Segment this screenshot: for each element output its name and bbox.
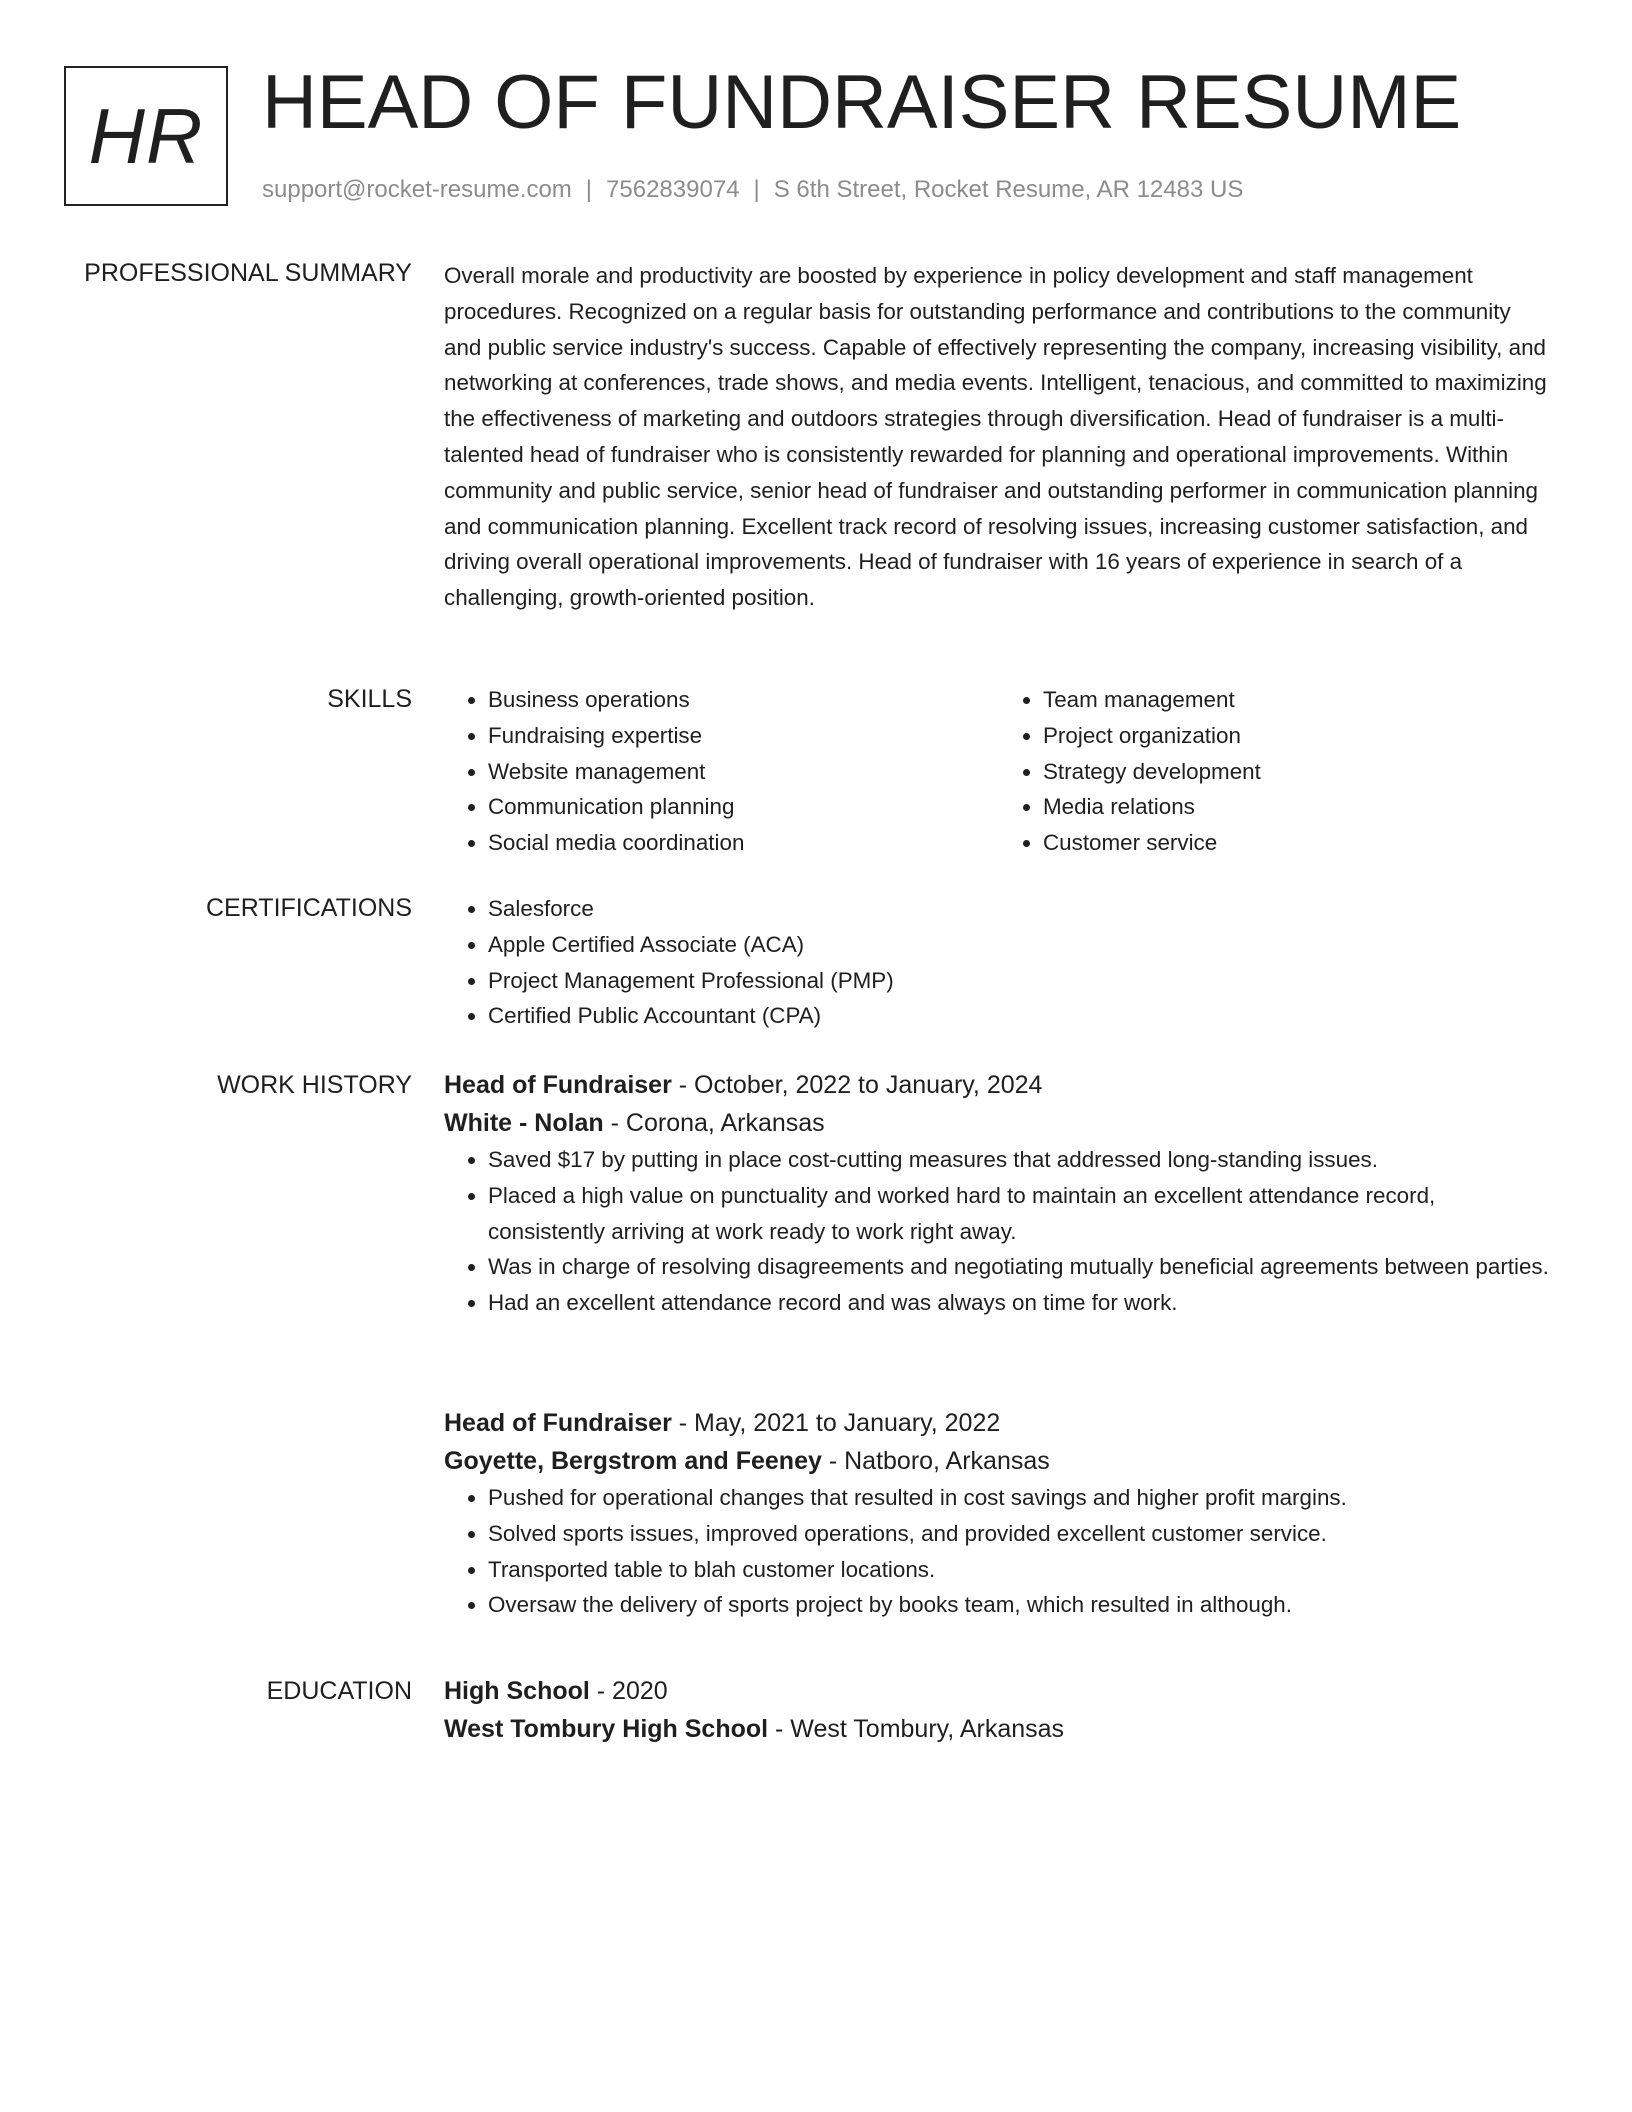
skill-item: • Website management xyxy=(488,754,999,790)
skills-body xyxy=(444,682,1554,861)
education-year: - 2020 xyxy=(589,1677,668,1705)
contact-separator: | xyxy=(753,176,760,203)
job-location: - Corona, Arkansas xyxy=(603,1109,825,1137)
job-bullet: • Transported table to blah customer locations. xyxy=(488,1552,1554,1588)
certification-item: • Salesforce xyxy=(488,891,1554,927)
job-dates: - October, 2022 to January, 2024 xyxy=(671,1071,1043,1099)
skill-item: • Fundraising expertise xyxy=(488,718,999,754)
job-title: Head of Fundraiser xyxy=(444,1071,672,1099)
job-bullet: • Was in charge of resolving disagreements and negotiating mutually beneficial agreements between parties. xyxy=(488,1249,1554,1285)
job-bullet: • Solved sports issues, improved operations, and provided excellent customer service. xyxy=(488,1516,1554,1552)
job-bullet: • Saved $17 by putting in place cost-cutting measures that addressed long-standing issues. xyxy=(488,1142,1554,1178)
job-entry xyxy=(444,1404,1554,1623)
job-location: - Natboro, Arkansas xyxy=(821,1447,1050,1475)
skills-list-right xyxy=(999,682,1554,861)
skill-item: • Communication planning xyxy=(488,789,999,825)
job-bullet-list xyxy=(444,1142,1554,1321)
skills-list-left xyxy=(444,682,999,861)
contact-email: support@rocket-resume.com xyxy=(262,176,572,203)
section-label-education: EDUCATION xyxy=(266,1677,412,1705)
job-bullet: • Placed a high value on punctuality and worked hard to maintain an excellent attendance record, consistently arriving at work ready to work right away. xyxy=(488,1178,1554,1250)
job-entry xyxy=(444,1066,1554,1321)
job-company: White - Nolan xyxy=(444,1109,604,1137)
section-label-summary: PROFESSIONAL SUMMARY xyxy=(84,259,412,287)
section-label-skills: SKILLS xyxy=(327,685,412,713)
contact-line xyxy=(262,174,1243,206)
job-bullet: • Had an excellent attendance record and was always on time for work. xyxy=(488,1285,1554,1321)
summary-text: Overall morale and productivity are boosted by experience in policy development and staff management procedures. Recognized on a regular basis for outstanding performance and contributions to the community and public service industry's success. Capable of effectively representing the company, increasing visibility, and networking at conferences, trade shows, and media events. Intelligent, tenacious, and committed to maximizing the effectiveness of marketing and outdoors strategies through diversification. Head of fundraiser is a multi-talented head of fundraiser who is consistently rewarded for planning and operational improvements. Within community and public service, senior head of fundraiser and outstanding performer in communication planning and communication planning. Excellent track record of resolving issues, increasing customer satisfaction, and driving overall operational improvements. Head of fundraiser with 16 years of experience in search of a challenging, growth-oriented position. xyxy=(444,263,1547,611)
contact-separator: | xyxy=(585,176,593,203)
certifications-list xyxy=(444,891,1554,1034)
skill-item: • Social media coordination xyxy=(488,825,999,861)
summary-body xyxy=(444,258,1554,616)
job-company-line xyxy=(444,1442,1554,1480)
section-label-work-history: WORK HISTORY xyxy=(217,1071,412,1099)
job-title: Head of Fundraiser xyxy=(444,1409,672,1437)
skill-item: • Team management xyxy=(1043,682,1554,718)
education-school-line xyxy=(444,1710,1554,1748)
skill-item: • Media relations xyxy=(1043,789,1554,825)
education-school: West Tombury High School xyxy=(444,1715,769,1743)
job-title-line xyxy=(444,1404,1554,1442)
certification-item: • Apple Certified Associate (ACA) xyxy=(488,927,1554,963)
monogram-box xyxy=(64,66,228,206)
education-degree: High School xyxy=(444,1677,590,1705)
education-location: - West Tombury, Arkansas xyxy=(768,1715,1065,1743)
job-company: Goyette, Bergstrom and Feeney xyxy=(444,1447,822,1475)
job-company-line xyxy=(444,1104,1554,1142)
certification-item: • Project Management Professional (PMP) xyxy=(488,963,1554,999)
job-dates: - May, 2021 to January, 2022 xyxy=(671,1409,1001,1437)
section-label-certifications: CERTIFICATIONS xyxy=(205,894,412,922)
job-bullet: • Pushed for operational changes that resulted in cost savings and higher profit margins. xyxy=(488,1480,1554,1516)
skill-item: • Project organization xyxy=(1043,718,1554,754)
skills-columns xyxy=(444,682,1554,861)
skill-item: • Business operations xyxy=(488,682,999,718)
job-bullet-list xyxy=(444,1480,1554,1623)
work-history-body xyxy=(444,1066,1554,1618)
skill-item: • Strategy development xyxy=(1043,754,1554,790)
contact-address: S 6th Street, Rocket Resume, AR 12483 US xyxy=(773,176,1244,203)
certifications-body xyxy=(444,891,1554,1034)
skill-item: • Customer service xyxy=(1043,825,1554,861)
contact-phone: 7562839074 xyxy=(606,176,740,203)
page-title: HEAD OF FUNDRAISER RESUME xyxy=(262,60,1462,145)
job-bullet: • Oversaw the delivery of sports project by books team, which resulted in although. xyxy=(488,1587,1554,1623)
certification-item: • Certified Public Accountant (CPA) xyxy=(488,998,1554,1034)
monogram-initials: HR xyxy=(88,91,204,180)
education-degree-line xyxy=(444,1672,1554,1710)
job-title-line xyxy=(444,1066,1554,1104)
education-body xyxy=(444,1672,1554,1748)
